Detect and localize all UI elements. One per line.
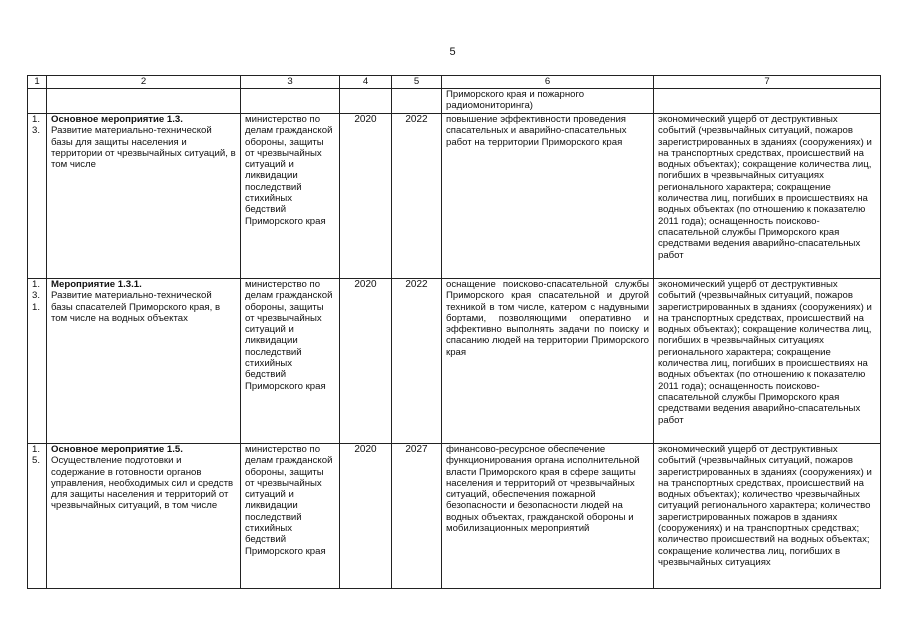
start-year: 2020 <box>340 279 392 444</box>
header-col-4: 4 <box>340 76 392 89</box>
row-number: 1.3. <box>28 114 47 279</box>
end-year: 2022 <box>392 114 442 279</box>
table-row <box>28 114 881 279</box>
header-col-1: 1 <box>28 76 47 89</box>
measure-cell <box>47 444 241 589</box>
table-row <box>28 444 881 589</box>
continuation-row <box>28 89 881 114</box>
row-number: 1.3. 1. <box>28 279 47 444</box>
measure-description: Осуществление подготовки и содержание в готовности органов управления, необходимых сил и средств для защиты населения и территорий от чрезвычайных ситуаций, в том числе <box>51 455 234 512</box>
indicators-cell: экономический ущерб от деструктивных событий (чрезвычайных ситуаций, пожаров зарегистрированных в зданиях (сооружениях) и на транспортных средствах, происшествий на водных объектах); сокращение количества лиц, погибших в чрезвычайных ситуациях регионального характера; сокращение количества лиц, погибших в происшествиях на водных объектах (по отношению к показателю 2011 года); оснащенность поисково-спасательной службы Приморского края средствами ведения аварийно-спасательных работ <box>654 114 881 279</box>
measure-description: Развитие материально-технической базы для защиты населения и территории от чрезвычайных ситуаций, в том числе <box>51 125 236 171</box>
indicators-cell: экономический ущерб от деструктивных событий (чрезвычайных ситуаций, пожаров зарегистрированных в зданиях (сооружениях) и на транспортных средствах, происшествий на водных объектах); количество чрезвычайных ситуаций регионального характера; количество зарегистрированных пожаров в зданиях (сооружениях) и на транспортных средствах; количество происшествий на водных объектах; сокращение количества лиц, погибших в чрезвычайных ситуациях <box>654 444 881 589</box>
header-col-3: 3 <box>241 76 340 89</box>
expected-result: финансово-ресурсное обеспечение функционирования органа исполнительной власти Приморского края в сфере защиты населения и территорий от чрезвычайных ситуаций, обеспечения пожарной безопасности и безопасности людей на водных объектах, гражданской обороны и мобилизационных мероприятий <box>442 444 654 589</box>
end-year: 2027 <box>392 444 442 589</box>
header-row <box>28 76 881 89</box>
measure-cell <box>47 279 241 444</box>
executor-cell: министерство по делам гражданской обороны, защиты от чрезвычайных ситуаций и ликвидации последствий стихийных бедствий Приморского края <box>241 444 340 589</box>
measure-title: Основное мероприятие 1.3. <box>51 114 183 125</box>
executor-cell: министерство по делам гражданской обороны, защиты от чрезвычайных ситуаций и ликвидации последствий стихийных бедствий Приморского края <box>241 279 340 444</box>
expected-result: повышение эффективности проведения спасательных и аварийно-спасательных работ на территории Приморского края <box>442 114 654 279</box>
start-year: 2020 <box>340 444 392 589</box>
header-col-6: 6 <box>442 76 654 89</box>
indicators-cell: экономический ущерб от деструктивных событий (чрезвычайных ситуаций, пожаров зарегистрированных в зданиях (сооружениях) и на транспортных средствах, происшествий на водных объектах); сокращение количества лиц, погибших в чрезвычайных ситуациях регионального характера; сокращение количества лиц, погибших в происшествиях на водных объектах (по отношению к показателю 2011 года); оснащенность поисково-спасательной службы Приморского края средствами ведения аварийно-спасательных работ <box>654 279 881 444</box>
header-col-7: 7 <box>654 76 881 89</box>
measure-title: Основное мероприятие 1.5. <box>51 444 183 455</box>
page-number: 5 <box>449 46 456 58</box>
expected-result: оснащение поисково-спасательной службы Приморского края спасательной и другой техникой в том числе, катером с надувными бортами, позволяющими оперативно и эффективно выполнять задачи по поиску и спасанию людей на территории Приморского края <box>442 279 654 444</box>
end-year: 2022 <box>392 279 442 444</box>
table-row <box>28 279 881 444</box>
header-col-2: 2 <box>47 76 241 89</box>
header-col-5: 5 <box>392 76 442 89</box>
measure-cell <box>47 114 241 279</box>
executor-cell: министерство по делам гражданской обороны, защиты от чрезвычайных ситуаций и ликвидации последствий стихийных бедствий Приморского края <box>241 114 340 279</box>
measures-table <box>27 75 881 589</box>
row-number: 1.5. <box>28 444 47 589</box>
start-year: 2020 <box>340 114 392 279</box>
measure-title: Мероприятие 1.3.1. <box>51 279 142 290</box>
measure-description: Развитие материально-технической базы спасателей Приморского края, в том числе на водных объектах <box>51 290 221 324</box>
continuation-text: Приморского края и пожарного радиомониторинга) <box>442 89 654 114</box>
